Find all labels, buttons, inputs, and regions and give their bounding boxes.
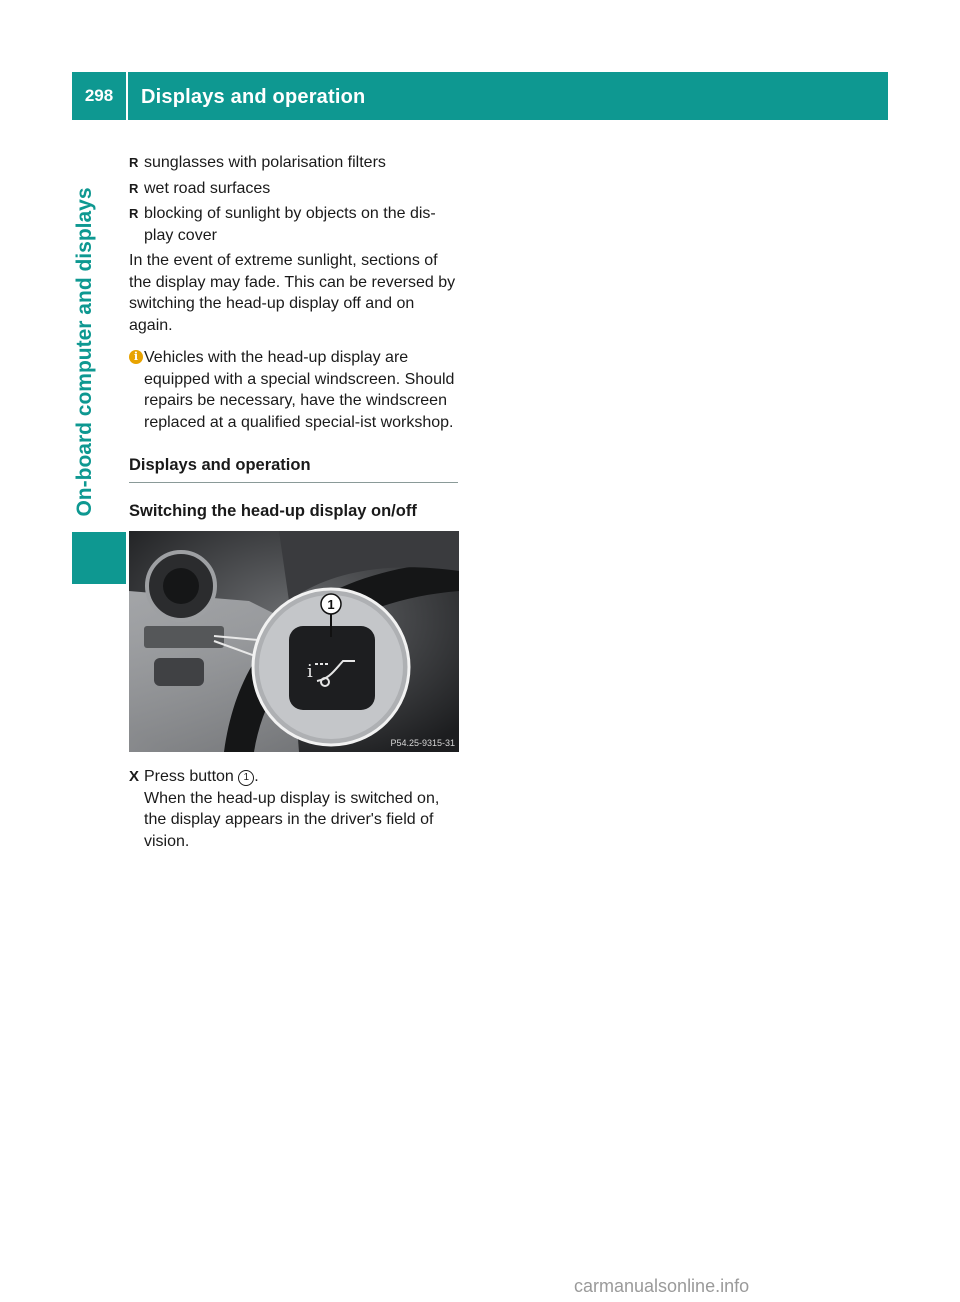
svg-text:i: i	[307, 661, 313, 682]
info-text: Vehicles with the head-up display are equipped with a special windscreen. Should repairs be necessary, have the windscreen replaced at a qualified special-ist workshop.	[144, 349, 455, 431]
instruction-step: X Press button 1 . When the head-up display is switched on, the display appears in the driver's field of vision.	[129, 766, 461, 852]
bullet-text: wet road surfaces	[144, 179, 271, 197]
bullet-text: blocking of sunlight by objects on the dis-play cover	[144, 205, 436, 244]
dashboard-illustration	[129, 531, 459, 752]
body-paragraph: In the event of extreme sunlight, sections of the display may fade. This can be reversed by switching the head-up display off and on again.	[129, 252, 456, 334]
info-note	[129, 347, 461, 433]
page-header-title: Displays and operation	[141, 86, 366, 108]
callout-ref: 1	[238, 770, 254, 786]
bullet-text: sunglasses with polarisation filters	[144, 154, 386, 171]
bullet-marker-icon: R	[129, 180, 139, 196]
step-text: Press button	[144, 768, 234, 785]
bullet-marker-icon: R	[129, 206, 139, 221]
page-number: 298	[72, 72, 126, 120]
figure-callout: 1	[327, 597, 335, 612]
list-item	[129, 152, 461, 174]
list-item	[129, 203, 461, 246]
footer-watermark: carmanualsonline.info	[574, 1276, 750, 1296]
list-item	[129, 178, 461, 200]
header-bar	[128, 72, 888, 120]
bullet-marker-icon: R	[129, 155, 139, 170]
subsection-title: Switching the head-up display on/off	[129, 501, 417, 520]
side-tab-label: On-board computer and displays	[73, 187, 96, 517]
step-marker-icon: X	[129, 768, 140, 785]
info-icon: i	[129, 350, 143, 364]
section-title: Displays and operation	[129, 455, 458, 483]
figure-code: P54.25-9315-31	[390, 738, 455, 748]
hud-button-figure	[129, 531, 459, 752]
page-content	[129, 152, 461, 852]
step-result: When the head-up display is switched on, the display appears in the driver's field of vision.	[144, 789, 440, 850]
